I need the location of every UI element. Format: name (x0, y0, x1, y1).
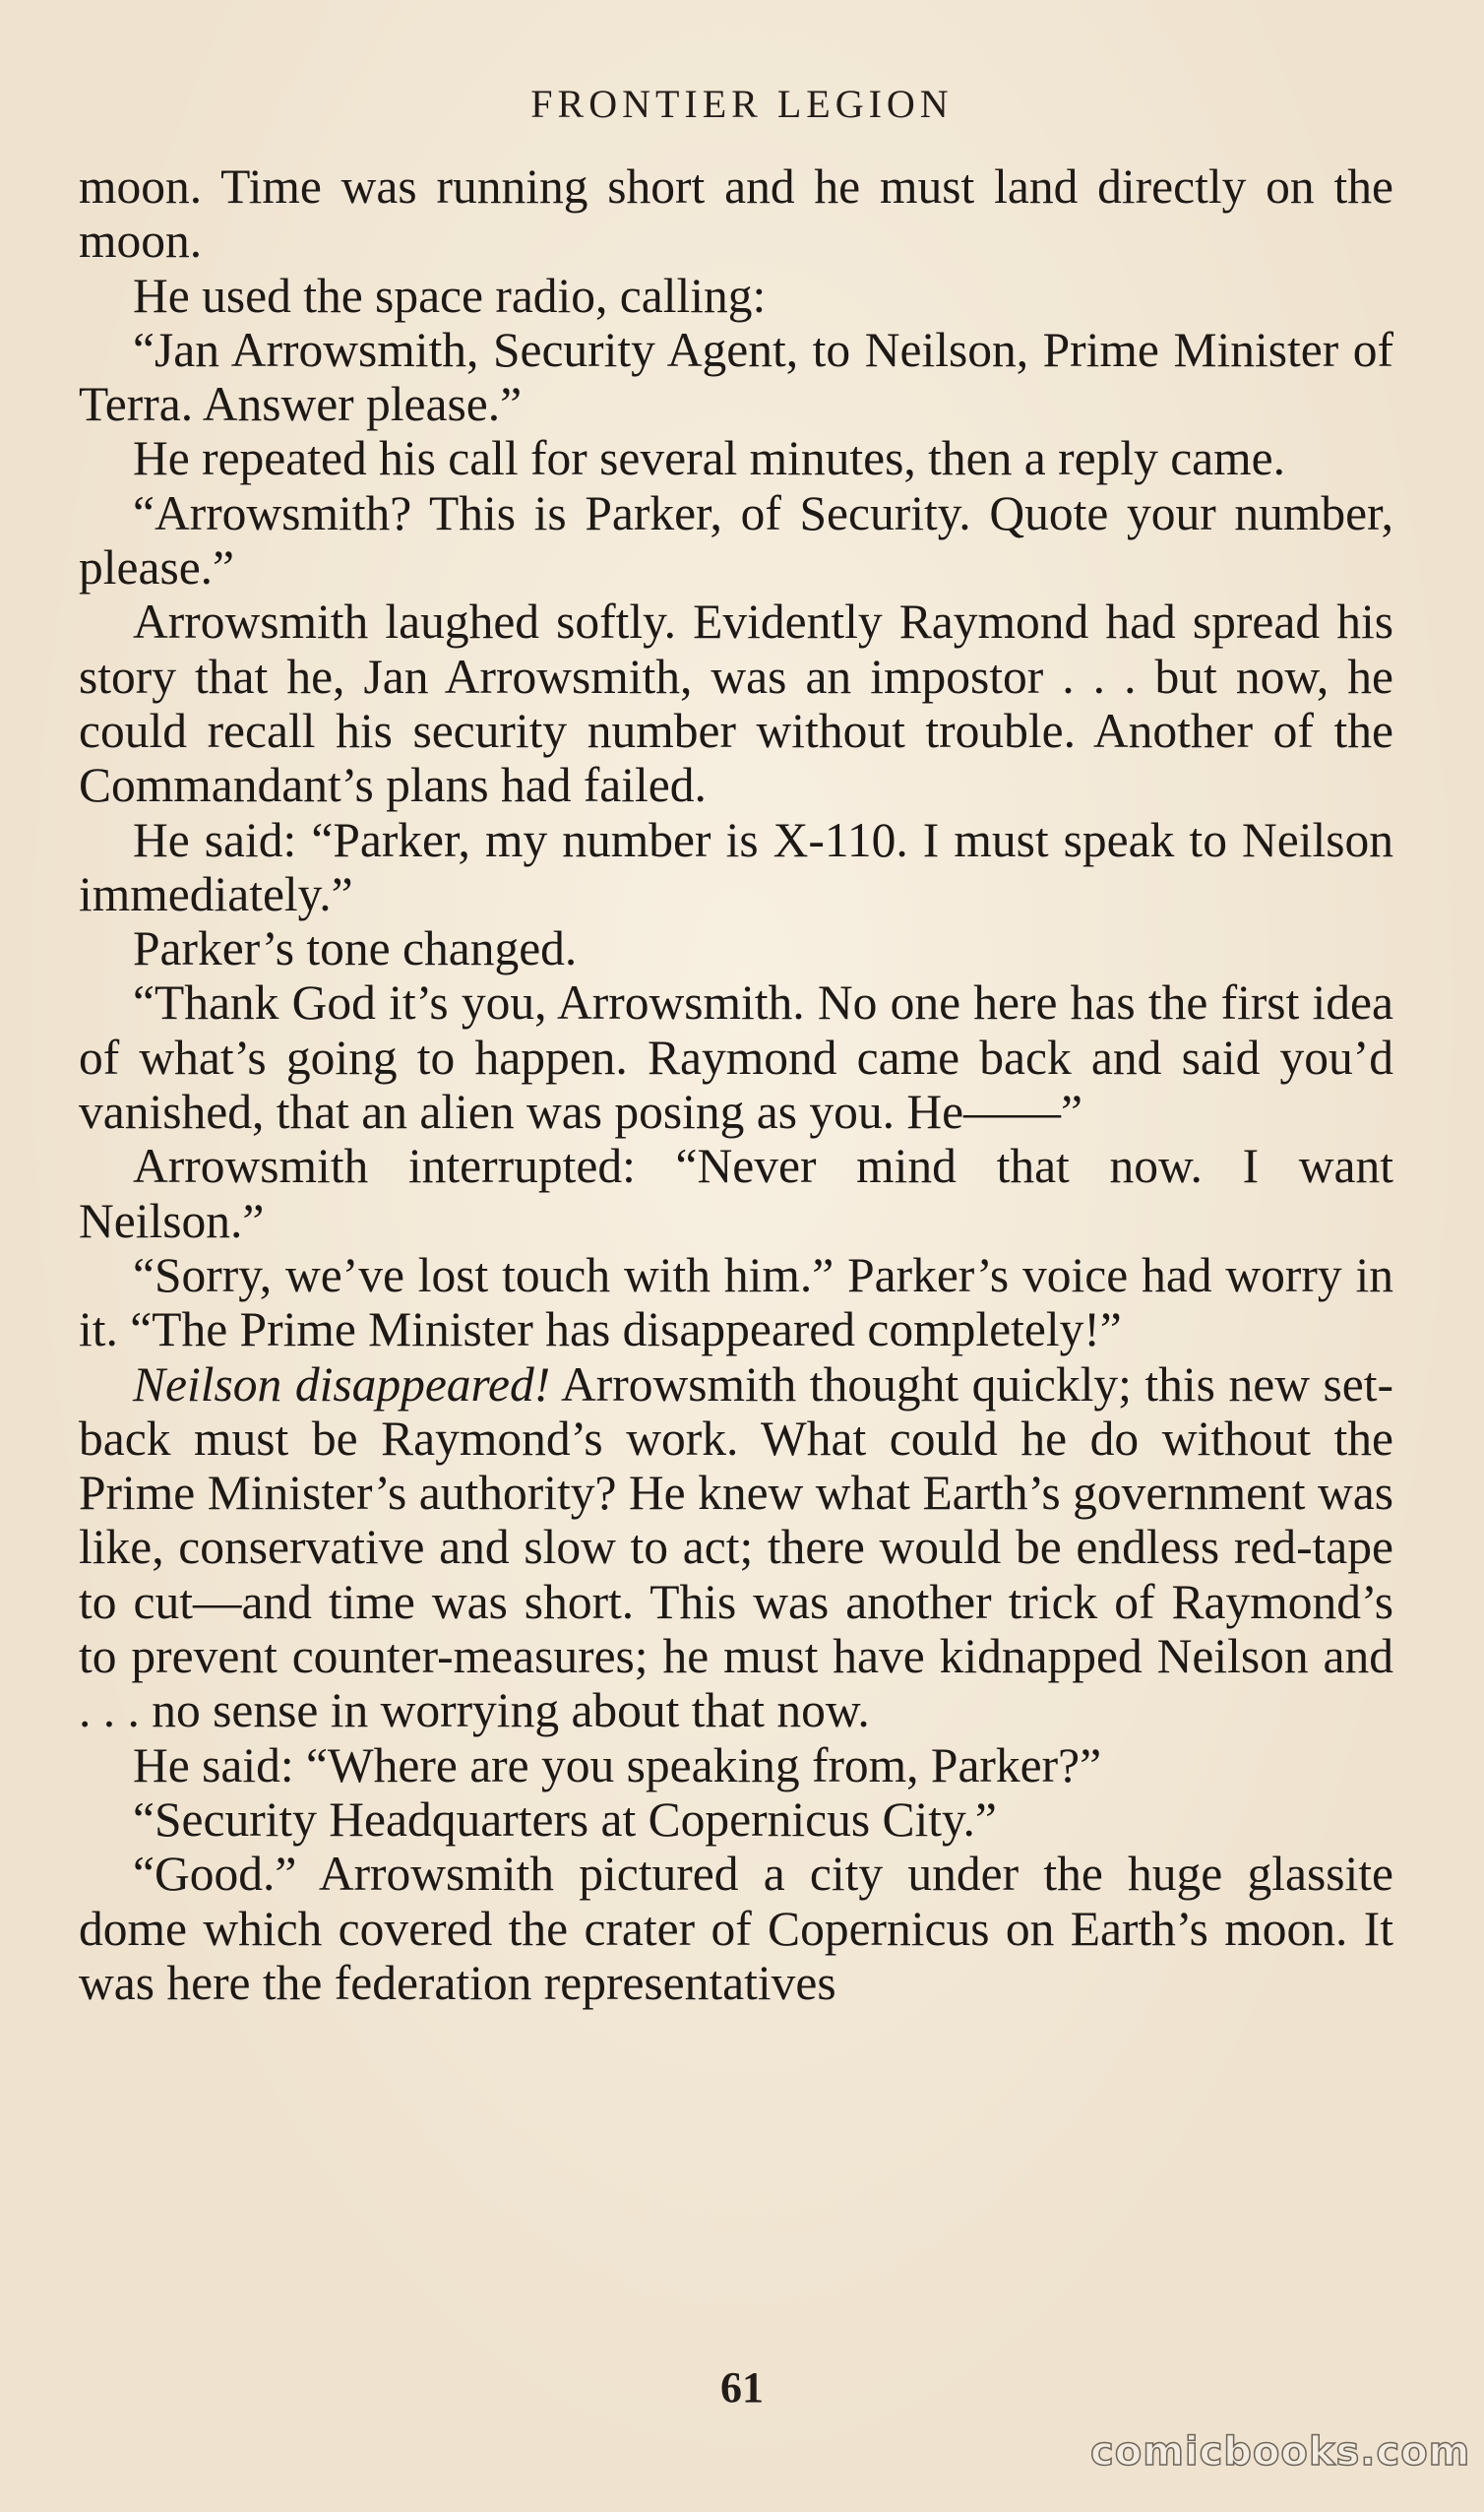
running-head: FRONTIER LEGION (530, 82, 954, 126)
paragraph-3: “Jan Arrowsmith, Security Agent, to Neilson, Prime Minister of Terra. Answer please.” (79, 322, 1393, 432)
paragraph-13: He said: “Where are you speaking from, Parker?” (133, 1737, 1102, 1792)
paragraph-8: Parker’s tone changed. (133, 921, 578, 976)
paragraph-14: “Security Headquarters at Copernicus City.” (133, 1791, 997, 1847)
italic-phrase: Neilson disappeared! (133, 1356, 551, 1412)
paragraph-15: “Good.” Arrowsmith pictured a city under the huge glassite dome which covered the crater of Copernicus on Earth’s moon. It was here the federation representatives (79, 1847, 1393, 2010)
paragraph-7: He said: “Parker, my number is X-110. I must speak to Neilson immediately.” (79, 812, 1393, 921)
page-number: 61 (720, 2363, 764, 2412)
paragraph-11: “Sorry, we’ve lost touch with him.” Parker’s voice had worry in it. “The Prime Minister has disappeared completely!” (79, 1247, 1393, 1357)
paragraph-12-text: Arrowsmith thought quickly; this new set-back must be Raymond’s work. What could he do without the Prime Minister’s authority? He knew what Earth’s government was like, conservative and slow to act; there would be endless red-tape to cut—and time was short. This was another trick of Raymond’s to prevent counter-measures; he must have kidnapped Neilson and . . . no sense in worrying about that now. (79, 1356, 1393, 1738)
paragraph-5: “Arrowsmith? This is Parker, of Security. Quote your number, please.” (79, 485, 1393, 596)
body-text (79, 159, 1393, 2010)
paragraph-12 (79, 1357, 1393, 1738)
paragraph-9: “Thank God it’s you, Arrowsmith. No one here has the first idea of what’s going to happen. Raymond came back and said you’d vanished, that an alien was posing as you. He——” (79, 975, 1393, 1140)
paragraph-1: moon. Time was running short and he must land directly on the moon. (79, 159, 1393, 269)
paragraph-2: He used the space radio, calling: (133, 268, 767, 323)
paragraph-10: Arrowsmith interrupted: “Never mind that now. I want Neilson.” (79, 1139, 1393, 1248)
paragraph-6: Arrowsmith laughed softly. Evidently Raymond had spread his story that he, Jan Arrowsmith, was an impostor . . . but now, he could recall his security number without trouble. Another of the Commandant’s plans had failed. (79, 595, 1393, 813)
watermark: comicbooks.com (1090, 2429, 1471, 2475)
paragraph-4: He repeated his call for several minutes, then a reply came. (133, 431, 1285, 486)
